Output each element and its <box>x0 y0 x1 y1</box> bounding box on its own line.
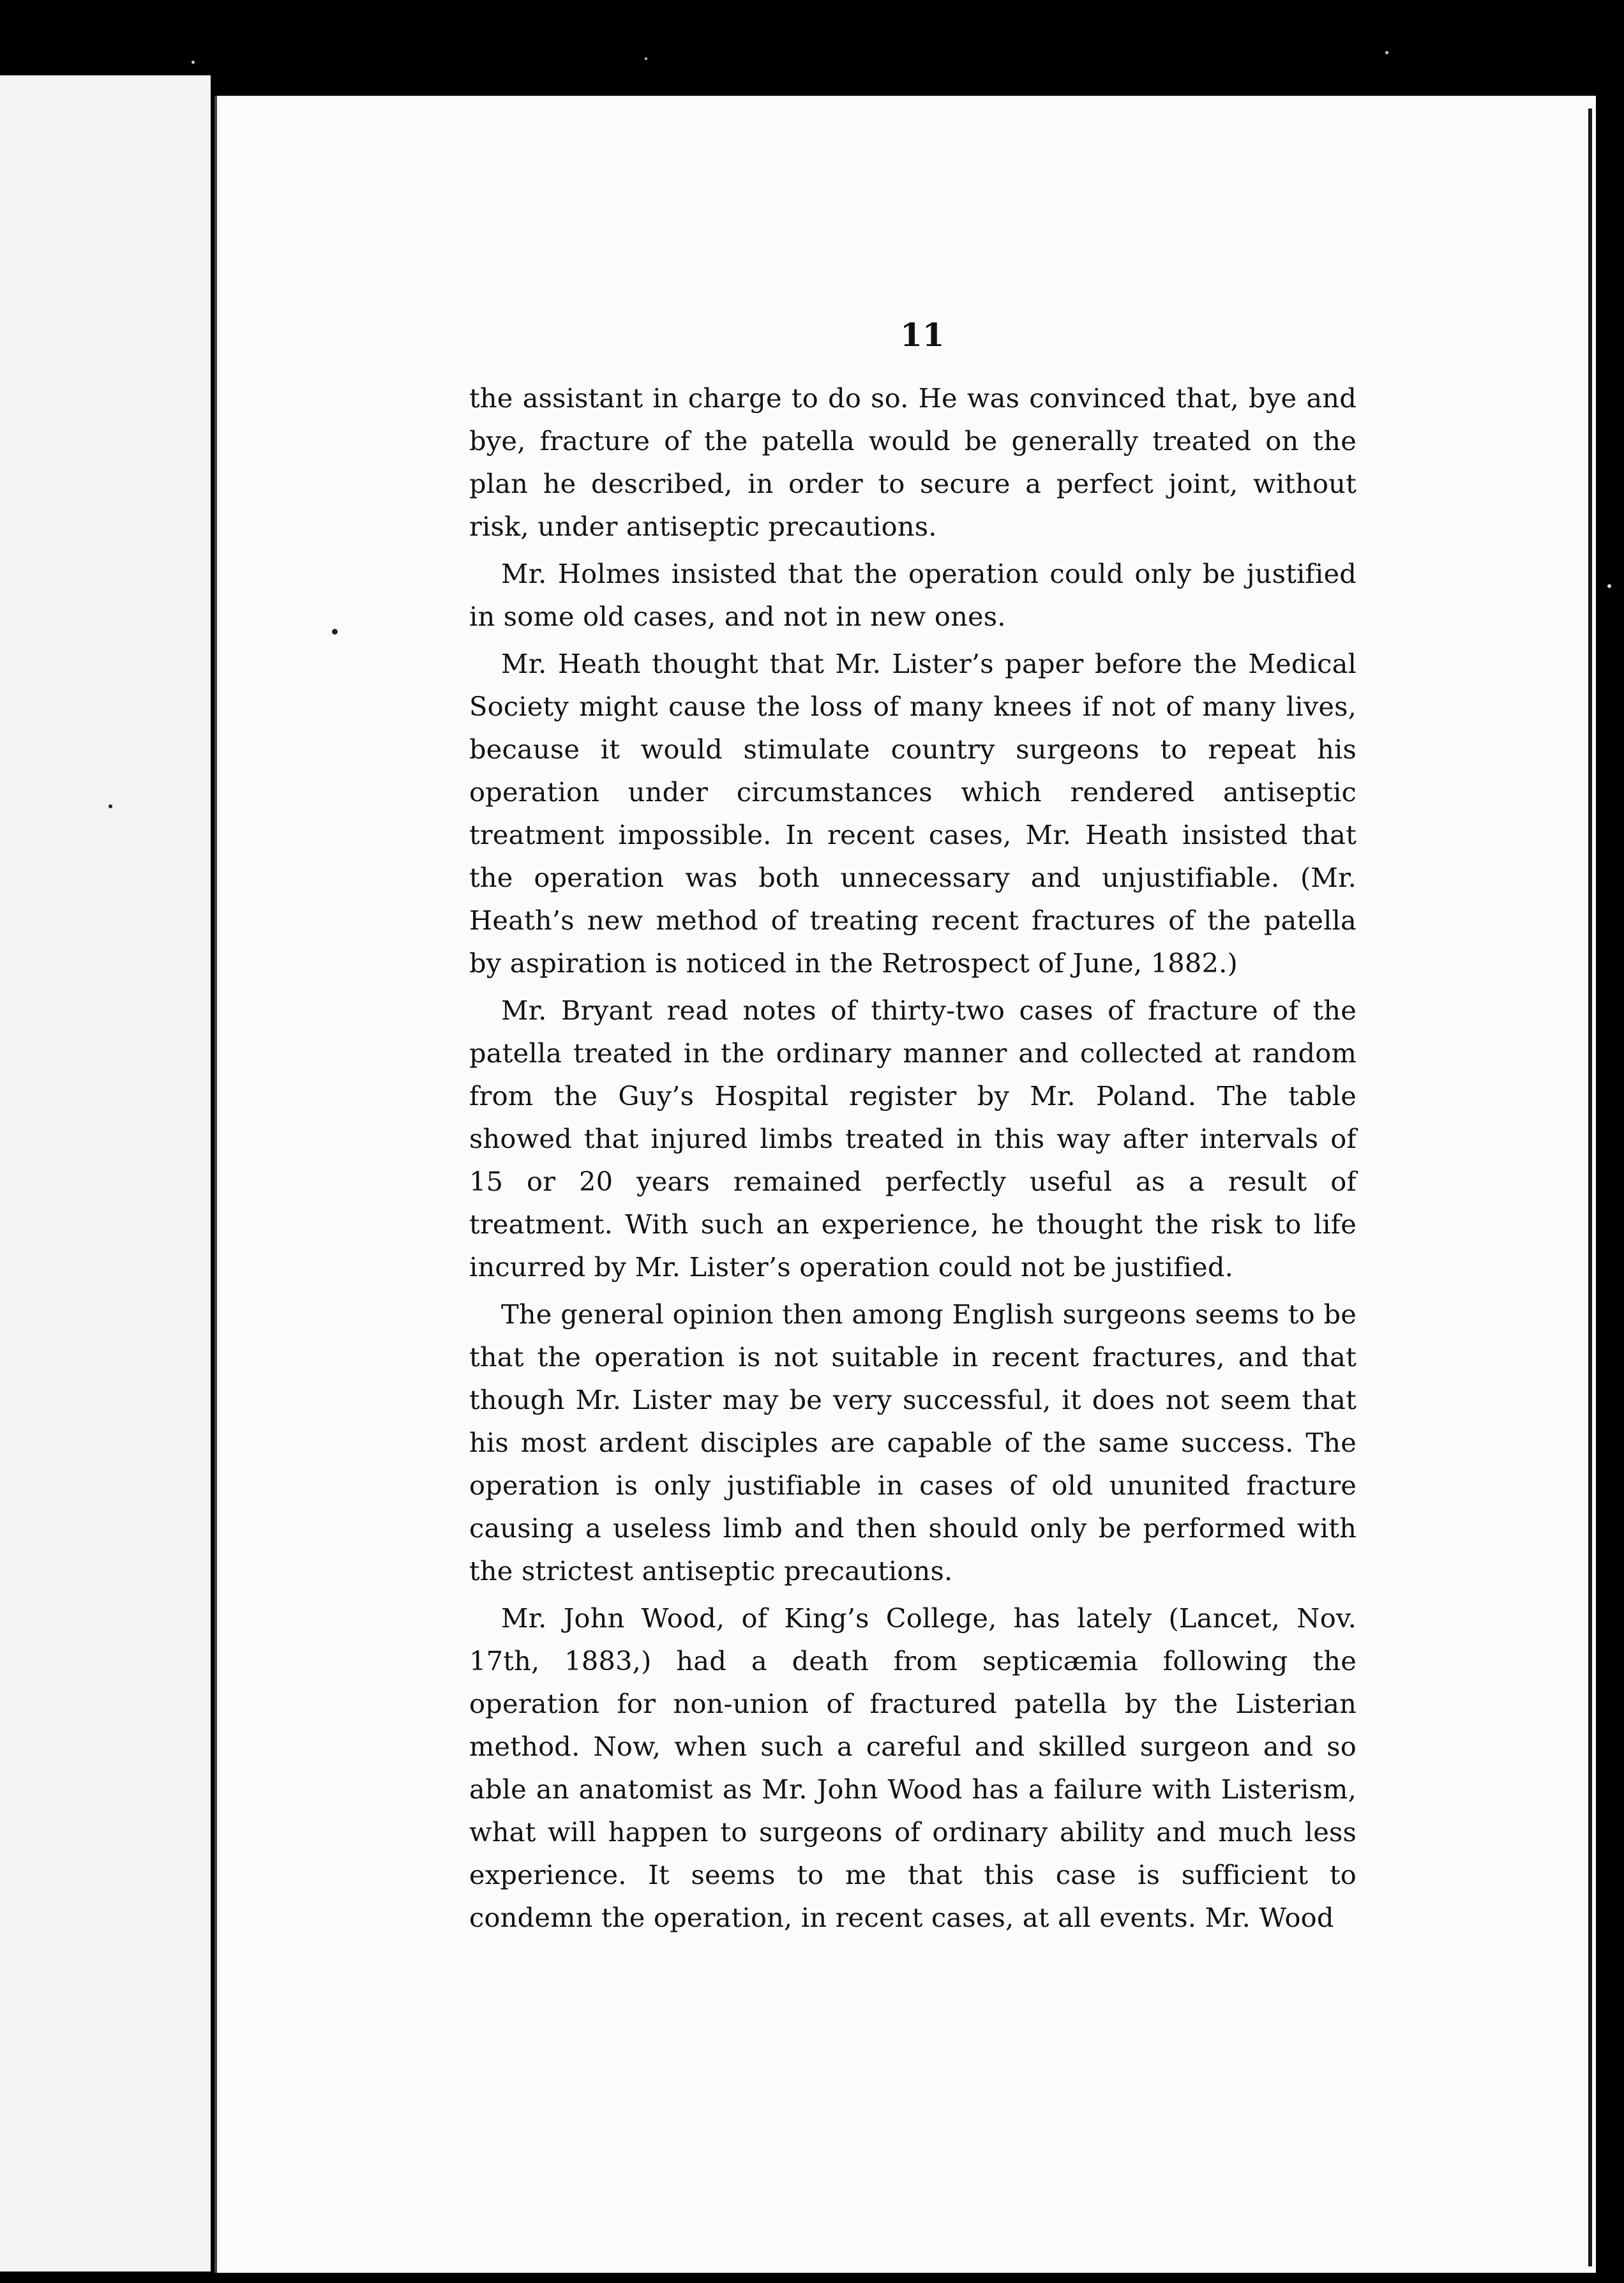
body-text <box>469 377 1357 1939</box>
scan-speck <box>1607 584 1611 588</box>
scan-speck <box>1385 51 1388 54</box>
scan-speck <box>645 57 647 60</box>
left-page-edge <box>0 75 211 2272</box>
paragraph: Mr. Holmes insisted that the operation could only be justified in some old cases, and not in new ones. <box>469 558 1357 632</box>
scan-speck <box>109 804 112 808</box>
paragraph: Mr. John Wood, of King’s College, has lately (Lancet, Nov. 17th, 1883,) had a death from septicæmia following the operation for non-union of fractured patella by the Listerian method. Now, when such a careful and skilled surgeon and so able an anatomist as Mr. John Wood has a failure with Listerism, what will happen to surgeons of ordinary ability and much less experience. It seems to me that this case is sufficient to condemn the operation, in recent cases, at all events. Mr. Wood <box>469 1602 1357 1933</box>
paragraph: Mr. Bryant read notes of thirty-two cases of fracture of the patella treated in the ordinary manner and collected at random from the Guy’s Hospital register by Mr. Poland. The table showed that injured limbs treated in this way after intervals of 15 or 20 years remained perfectly useful as a result of treatment. With such an experience, he thought the risk to life incurred by Mr. Lister’s operation could not be justified. <box>469 995 1357 1283</box>
page-number: 11 <box>900 316 945 354</box>
binding-line <box>214 96 217 2273</box>
page-right-edge <box>1588 109 1592 2266</box>
paragraph: Mr. Heath thought that Mr. Lister’s paper before the Medical Society might cause the loss of many knees if not of many lives, because it would stimulate country surgeons to repeat his operation under circumstances which rendered antiseptic treatment impossible. In recent cases, Mr. Heath insisted that the operation was both unnecessary and unjustifiable. (Mr. Heath’s new method of treating recent fractures of the patella by aspiration is noticed in the Retrospect of June, 1882.) <box>469 648 1357 979</box>
scan-speck <box>332 629 338 635</box>
scan-speck <box>192 61 195 64</box>
paragraph: The general opinion then among English surgeons seems to be that the operation is not suitable in recent fractures, and that though Mr. Lister may be very successful, it does not seem that his most ardent disciples are capable of the same success. The operation is only justifiable in cases of old ununited fracture causing a useless limb and then should only be performed with the strictest antiseptic precautions. <box>469 1299 1357 1586</box>
paragraph: the assistant in charge to do so. He was convinced that, bye and bye, fracture of the patella would be generally treated on the plan he described, in order to secure a perfect joint, without risk, under antiseptic precautions. <box>469 382 1357 542</box>
